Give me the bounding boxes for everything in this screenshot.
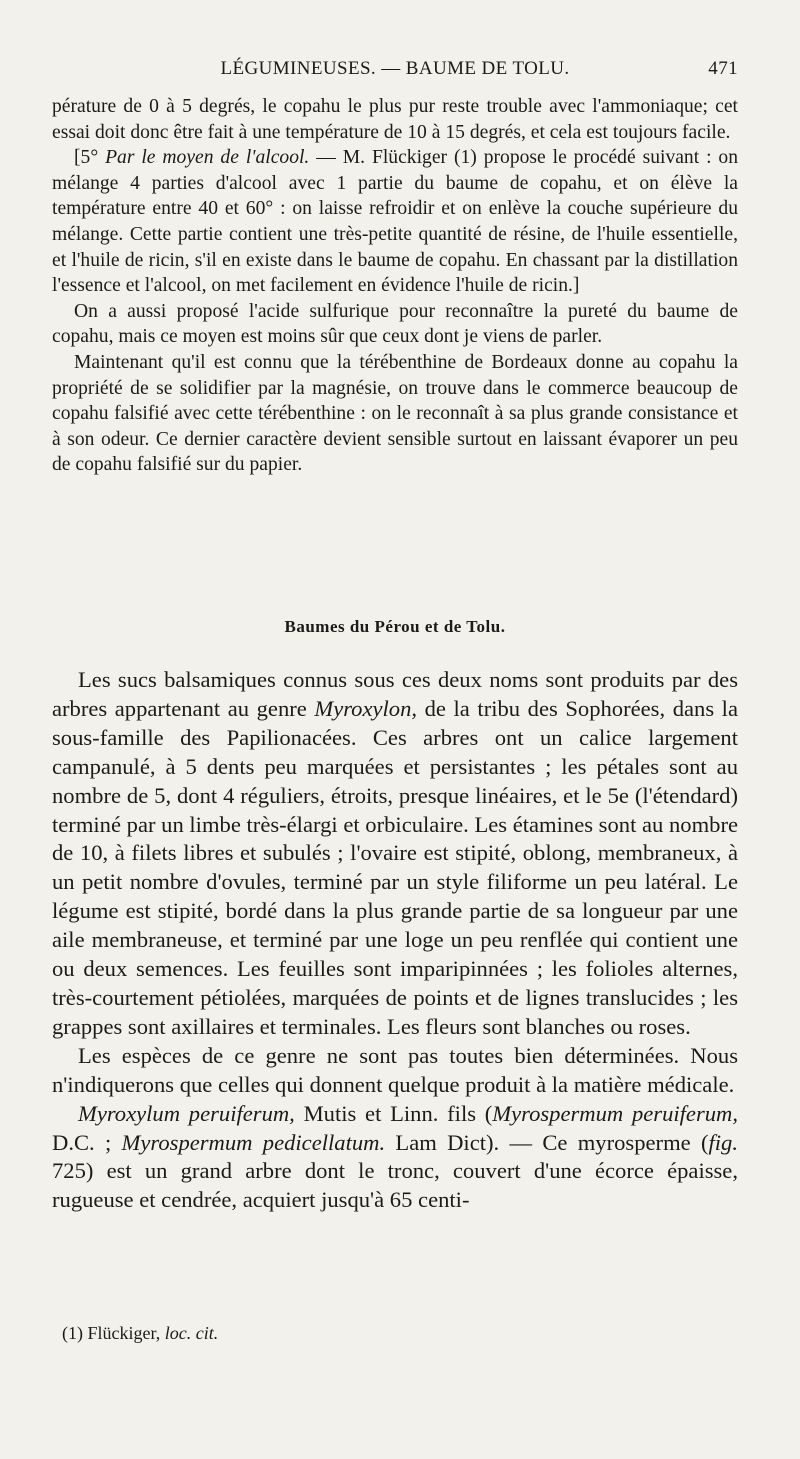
page-number: 471 <box>708 58 738 79</box>
section-heading: Baumes du Pérou et de Tolu. <box>284 617 506 636</box>
paragraph-continuation: pérature de 0 à 5 degrés, le copahu le plus pur reste trouble avec l'ammoniaque; cet essai doit donc être fait à une température de 10 à 15 degrés, et cela est toujours facile. <box>52 96 738 143</box>
paragraph-alcohol-test: [5° Par le moyen de l'alcool. — M. Flückiger (1) propose le procédé suivant : on mélange 4 parties d'alcool avec 1 partie du baume de copahu, et on élève la température entre 40 et 60° : on laisse refroidir et on enlève la couche supérieure du mélange. Cette partie contient une très-petite quantité de résine, de l'huile essentielle, et l'huile de ricin, s'il en existe dans le baume de copahu. En chassant par la distillation l'essence et l'alcool, on met facilement en évidence l'huile de ricin.] <box>52 147 739 297</box>
running-title: LÉGUMINEUSES. — BAUME DE TOLU. <box>220 58 570 79</box>
paragraph-sulfuric-acid: On a aussi proposé l'acide sulfurique pour reconnaître la pureté du baume de copahu, mais ce moyen est moins sûr que ceux dont je viens de parler. <box>52 300 738 348</box>
footnote: (1) Flückiger, loc. cit. <box>62 1323 219 1343</box>
paragraph-peruiferum: Myroxylum peruiferum, Mutis et Linn. fils (Myrospermum peruiferum, D.C. ; Myrospermum pedicellatum. Lam Dict). — Ce myrosperme (fig. 725) est un grand arbre dont le tronc, couvert d'une écorce épaisse, rugueuse et cendrée, acquiert jusqu'à 65 centi- <box>52 1100 739 1213</box>
paragraph-species: Les espèces de ce genre ne sont pas toutes bien déterminées. Nous n'indiquerons que celles qui donnent quelque produit à la matière médicale. <box>52 1042 738 1097</box>
paragraph-terebenthine: Maintenant qu'il est connu que la térébenthine de Bordeaux donne au copahu la propriété de se solidifier par la magnésie, on trouve dans le commerce beaucoup de copahu falsifié avec cette térébenthine : on le reconnaît à sa plus grande consistance et à son odeur. Ce dernier caractère devient sensible surtout en laissant évaporer un peu de copahu falsifié sur du papier. <box>52 351 738 476</box>
paragraph-myroxylon: Les sucs balsamiques connus sous ces deux noms sont produits par des arbres appartenant au genre Myroxylon, de la tribu des Sophorées, dans la sous-famille des Papilionacées. Ces arbres ont un calice largement campanulé, à 5 dents peu marquées et persistantes ; les pétales sont au nombre de 5, dont 4 réguliers, étroits, presque linéaires, et le 5e (l'étendard) terminé par un limbe très-élargi et orbiculaire. Les étamines sont au nombre de 10, à filets libres et subulés ; l'ovaire est stipité, oblong, membraneux, à un petit nombre d'ovules, terminé par un style filiforme un peu latéral. Le légume est stipité, bordé dans la plus grande partie de sa longueur par une aile membraneuse, et terminé par une loge un peu renflée qui contient une ou deux semences. Les feuilles sont imparipinnées ; les folioles alternes, très-courtement pétiolées, marquées de points et de lignes translucides ; les grappes sont axillaires et terminales. Les fleurs sont blanches ou roses. <box>52 667 738 1039</box>
lower-text-block <box>52 666 738 1215</box>
upper-text-block <box>52 94 738 478</box>
